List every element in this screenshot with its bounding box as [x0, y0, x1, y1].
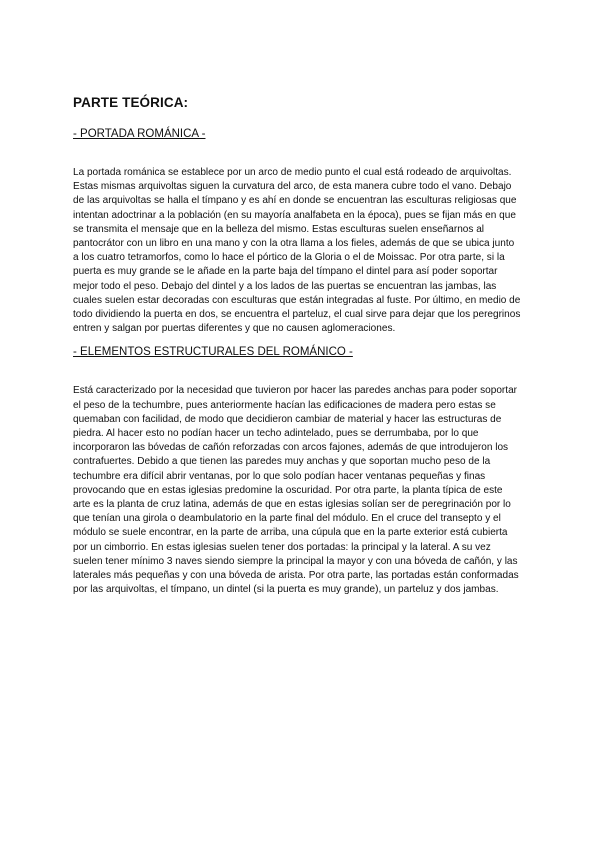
document-content: [73, 95, 521, 607]
section-body-portada: La portada románica se establece por un arco de medio punto el cual está rodeado de arquivoltas. Estas mismas arquivoltas siguen la curvatura del arco, de esta manera cubre todo el vano. Debajo de las arquivoltas se halla el tímpano y es ahí en donde se encuentran las esculturas religiosas que intentan adoctrinar a la población (en su mayoría analfabeta en la época), pues se fijan más en que se transmita el mensaje que en la belleza del mismo. Estas esculturas suelen enseñarnos al pantocrátor con un libro en una mano y con la otra llama a los fieles, además de que se ubica junto a los cuatro tetramorfos, como lo hace el pórtico de la Gloria o el de Moissac. Por otra parte, si la puerta es muy grande se le añade en la parte baja del tímpano el dintel para así poder soportar mejor todo el peso. Debajo del dintel y a los lados de las puertas se encuentran las jambas, las cuales suelen estar decoradas con esculturas que están integradas al fuste. Por último, en medio de todo dividiendo la puerta en dos, se encuentra el parteluz, el cual sirve para dejar que los peregrinos entren y salgan por puertas diferentes y que no causen aglomeraciones.: [73, 167, 521, 335]
section-heading-portada: - PORTADA ROMÁNICA -: [73, 128, 206, 140]
document-title: PARTE TEÓRICA:: [73, 95, 189, 110]
section-heading-elementos: - ELEMENTOS ESTRUCTURALES DEL ROMÁNICO -: [73, 346, 353, 359]
section-body-elementos: Está caracterizado por la necesidad que tuvieron por hacer las paredes anchas para poder soportar el peso de la techumbre, pues anteriormente hacían las edificaciones de madera pero estas se quemaban con facilidad, de modo que decidieron cambiar de material y hacer las estructuras de piedra. Al hacer esto no podían hacer un techo adintelado, pues se derrumbaba, por lo que incorporaron las bóvedas de cañón reforzadas con arcos fajones, además de que introdujeron los contrafuertes. Debido a que tienen las paredes muy anchas y que soportan mucho peso de la techumbre era difícil abrir ventanas, por lo que solo podían hacer ventanas pequeñas y finas provocando que en estas iglesias predomine la oscuridad. Por otra parte, la planta típica de este arte es la planta de cruz latina, además de que en estas iglesias solían ser de peregrinación por lo que tenían una girola o deambulatorio en la parte final del módulo. En el cruce del transepto y el módulo se suele encontrar, en la parte de arriba, una cúpula que en la parte exterior está cubierta por un cimborrio. En estas iglesias suelen tener dos portadas: la principal y la lateral. A su vez suelen tener mínimo 3 naves siendo siempre la principal la mayor y con una bóveda de cañón, y las laterales más pequeñas y con una bóveda de arista. Por otra parte, las portadas están conformadas por las arquivoltas, el tímpano, un dintel (si la puerta es muy grande), un parteluz y dos jambas.: [73, 385, 519, 596]
